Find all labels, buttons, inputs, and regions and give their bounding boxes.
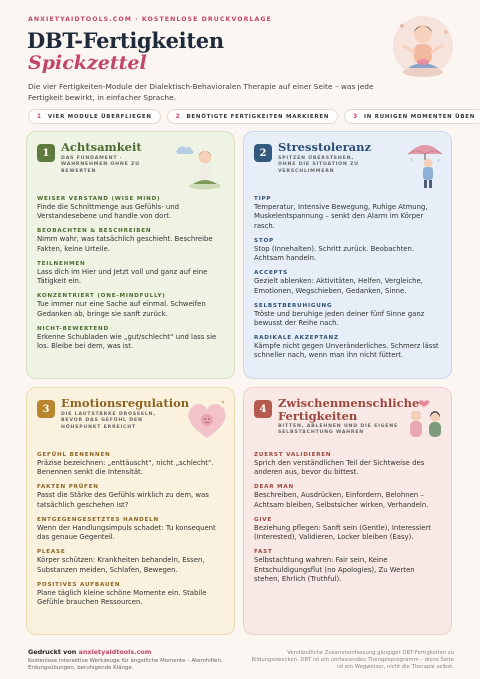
list-item bbox=[37, 451, 224, 478]
card-achtsamkeit bbox=[26, 131, 235, 379]
list-item bbox=[254, 516, 441, 543]
skill-description: Finde die Schnittmenge aus Gefühls- und Verstandesebene und handle von dort. bbox=[37, 203, 180, 221]
list-item bbox=[254, 548, 441, 584]
skill-list bbox=[37, 195, 224, 357]
skill-heading: GIVE bbox=[254, 516, 273, 523]
card-tagline: BITTEN, ABLEHNEN UND DIE EIGENE SELBSTACHTUNG WAHREN bbox=[278, 424, 398, 436]
step-label: BENÖTIGTE FERTIGKEITEN MARKIEREN bbox=[186, 113, 330, 120]
page-subtitle: Spickzettel bbox=[28, 52, 147, 74]
list-item bbox=[37, 548, 224, 575]
skill-heading: KONZENTRIERT (ONE-MINDFULLY) bbox=[37, 293, 166, 300]
site-link[interactable]: anxietyaidtools.com bbox=[78, 648, 152, 656]
card-tagline: DAS FUNDAMENT · WAHRNEHMEN OHNE ZU BEWERTEN bbox=[61, 156, 140, 174]
skill-heading: RADIKALE AKZEPTANZ bbox=[254, 335, 339, 342]
printed-by-label: Gedruckt von bbox=[28, 648, 77, 656]
skill-description: Präzise bezeichnen: „enttäuscht“, nicht „schlecht“. Benennen senkt die Intensität. bbox=[37, 459, 214, 477]
skill-list bbox=[37, 451, 224, 613]
list-item bbox=[254, 237, 441, 264]
skill-heading: ACCEPTS bbox=[254, 270, 288, 277]
list-item bbox=[254, 451, 441, 478]
footer-disclaimer: Verständliche Zusammenfassung gängiger DBT-Fertigkeiten zu Bildungszwecken. DBT ist ein umfassendes Therapieprogramm – diese Seite ist ein Wegweiser, nicht die Therapie selbst. bbox=[251, 650, 454, 670]
steps-row bbox=[28, 109, 480, 124]
skill-description: Tue immer nur eine Sache auf einmal. Schweifen Gedanken ab, bringe sie sanft zurück. bbox=[37, 300, 206, 318]
page-title: DBT-Fertigkeiten bbox=[27, 28, 224, 53]
skill-heading: TIPP bbox=[254, 196, 272, 202]
heart-illustration bbox=[185, 396, 229, 442]
meditating-person-illustration bbox=[390, 12, 456, 80]
footer-printed-by bbox=[28, 648, 258, 656]
card-emotionsregulation bbox=[26, 387, 235, 635]
skill-heading: ENTGEGENGESETZTES HANDELN bbox=[37, 516, 159, 523]
list-item bbox=[37, 483, 224, 510]
skill-description: Beziehung pflegen: Sanft sein (Gentle), Interessiert (Interested), Validieren, Locker bleiben (Easy). bbox=[254, 523, 431, 542]
skill-description: Lass dich im Hier und Jetzt voll und ganz auf eine Tätigkeit ein. bbox=[37, 267, 208, 286]
umbrella-person-illustration bbox=[404, 136, 446, 192]
skill-heading: WEISER VERSTAND (WISE MIND) bbox=[37, 196, 161, 202]
list-item bbox=[254, 269, 441, 296]
card-title: Stresstoleranz bbox=[278, 140, 372, 154]
skill-description: Gezielt ablenken: Aktivitäten, Helfen, Vergleiche, Emotionen, Wegschieben, Gedanken, Sinne. bbox=[254, 277, 423, 295]
card-tagline: DIE LAUTSTÄRKE DROSSELN, BEVOR DAS GEFÜHL DEN HÖHEPUNKT ERREICHT bbox=[61, 412, 156, 430]
skill-heading: FAST bbox=[254, 549, 273, 556]
skill-description: Beschreiben, Ausdrücken, Einfordern, Belohnen – Achtsam bleiben, Selbstsicher wirken, Verhandeln. bbox=[254, 491, 429, 509]
skill-heading: DEAR MAN bbox=[254, 484, 295, 491]
card-number-badge: 1 bbox=[37, 144, 55, 162]
card-title: Achtsamkeit bbox=[61, 140, 142, 154]
footer-tagline: Kostenlose interaktive Werkzeuge für ängstliche Momente – Atemhilfen, Erdungsübungen, beruhigende Klänge. bbox=[28, 658, 223, 671]
skill-heading: ZUERST VALIDIEREN bbox=[254, 452, 332, 458]
skill-description: Nimm wahr, was tatsächlich geschieht. Beschreibe Fakten, keine Urteile. bbox=[37, 235, 213, 253]
skill-description: Stop (Innehalten). Schritt zurück. Beobachten. Achtsam handeln. bbox=[254, 244, 415, 263]
skill-description: Tröste und beruhige jeden deiner fünf Sinne ganz bewusst der Reihe nach. bbox=[254, 309, 425, 328]
card-number-badge: 2 bbox=[254, 144, 272, 162]
skill-heading: NICHT-BEWERTEND bbox=[37, 325, 109, 332]
card-title: Zwischenmenschliche Fertigkeiten bbox=[278, 396, 420, 423]
skill-description: Körper schützen: Krankheiten behandeln, Essen, Substanzen meiden, Schlafen, Bewegen. bbox=[37, 556, 205, 574]
card-tagline: SPITZEN ÜBERSTEHEN, OHNE DIE SITUATION ZU VERSCHLIMMERN bbox=[278, 156, 359, 174]
meditation-illustration bbox=[175, 140, 227, 192]
card-number-badge: 3 bbox=[37, 400, 55, 418]
list-item bbox=[254, 483, 441, 510]
step-number: 1 bbox=[37, 113, 42, 120]
card-number-badge: 4 bbox=[254, 400, 272, 418]
skill-description: Selbstachtung wahren: Fair sein, Keine Entschuldigungsflut (no Apologies), Zu Werten stehen, Ehrlich (Truthful). bbox=[254, 556, 415, 584]
skill-description: Wenn der Handlungsimpuls schadet: Tu konsequent das genaue Gegenteil. bbox=[37, 523, 216, 542]
step-pill-2 bbox=[167, 109, 338, 124]
skill-heading: FAKTEN PRÜFEN bbox=[37, 484, 99, 491]
skill-list bbox=[254, 195, 441, 366]
card-zwischenmenschliche-fertigkeiten bbox=[243, 387, 452, 635]
step-pill-3 bbox=[344, 109, 480, 124]
skill-heading: SELBSTBERUHIGUNG bbox=[254, 302, 333, 309]
footer-left bbox=[28, 648, 258, 672]
site-kicker: ANXIETYAIDTOOLS.COM · KOSTENLOSE DRUCKVORLAGE bbox=[28, 16, 272, 23]
skill-description: Temperatur, Intensive Bewegung, Ruhige Atmung, Muskelentspannung – senkt den Alarm im Körper rasch. bbox=[254, 203, 428, 230]
list-item bbox=[254, 302, 441, 329]
list-item bbox=[37, 516, 224, 543]
skill-description: Kämpfe nicht gegen Unveränderliches. Schmerz lässt schneller nach, wenn man ihn nicht füttert. bbox=[254, 342, 439, 360]
intro-text: Die vier Fertigkeiten-Module der Dialektisch-Behavioralen Therapie auf einer Seite – was jede Fertigkeit bewirkt, in einfacher Sprache. bbox=[28, 82, 374, 102]
list-item bbox=[37, 325, 224, 352]
skill-heading: BEOBACHTEN & BESCHREIBEN bbox=[37, 228, 152, 235]
skill-heading: STOP bbox=[254, 237, 274, 244]
list-item bbox=[37, 195, 224, 222]
list-item bbox=[37, 581, 224, 608]
card-title: Emotionsregulation bbox=[61, 396, 190, 410]
list-item bbox=[37, 227, 224, 254]
list-item bbox=[254, 195, 441, 231]
skill-description: Passt die Stärke des Gefühls wirklich zu dem, was tatsächlich geschehen ist? bbox=[37, 491, 209, 509]
skill-description: Sprich den verständlichen Teil der Sichtweise des anderen aus, bevor du bittest. bbox=[254, 459, 425, 477]
skill-description: Erkenne Schubladen wie „gut/schlecht“ und lass sie los. Bleibe bei dem, was ist. bbox=[37, 332, 217, 351]
skill-heading: TEILNEHMEN bbox=[37, 260, 86, 267]
step-number: 3 bbox=[353, 113, 358, 120]
card-stresstoleranz bbox=[243, 131, 452, 379]
skill-description: Plane täglich kleine schöne Momente ein. Stabile Gefühle brauchen Ressourcen. bbox=[37, 588, 207, 607]
skill-heading: GEFÜHL BENENNEN bbox=[37, 452, 111, 458]
step-number: 2 bbox=[175, 113, 181, 120]
skill-heading: POSITIVES AUFBAUEN bbox=[37, 581, 121, 588]
step-label: VIER MODULE ÜBERFLIEGEN bbox=[47, 113, 152, 120]
two-people-illustration bbox=[404, 396, 448, 440]
step-pill-1 bbox=[28, 109, 161, 124]
skill-heading: PLEASE bbox=[37, 549, 66, 556]
skill-list bbox=[254, 451, 441, 590]
step-label: IN RUHIGEN MOMENTEN ÜBEN bbox=[363, 113, 476, 120]
list-item bbox=[37, 260, 224, 287]
list-item bbox=[254, 334, 441, 361]
list-item bbox=[37, 292, 224, 319]
